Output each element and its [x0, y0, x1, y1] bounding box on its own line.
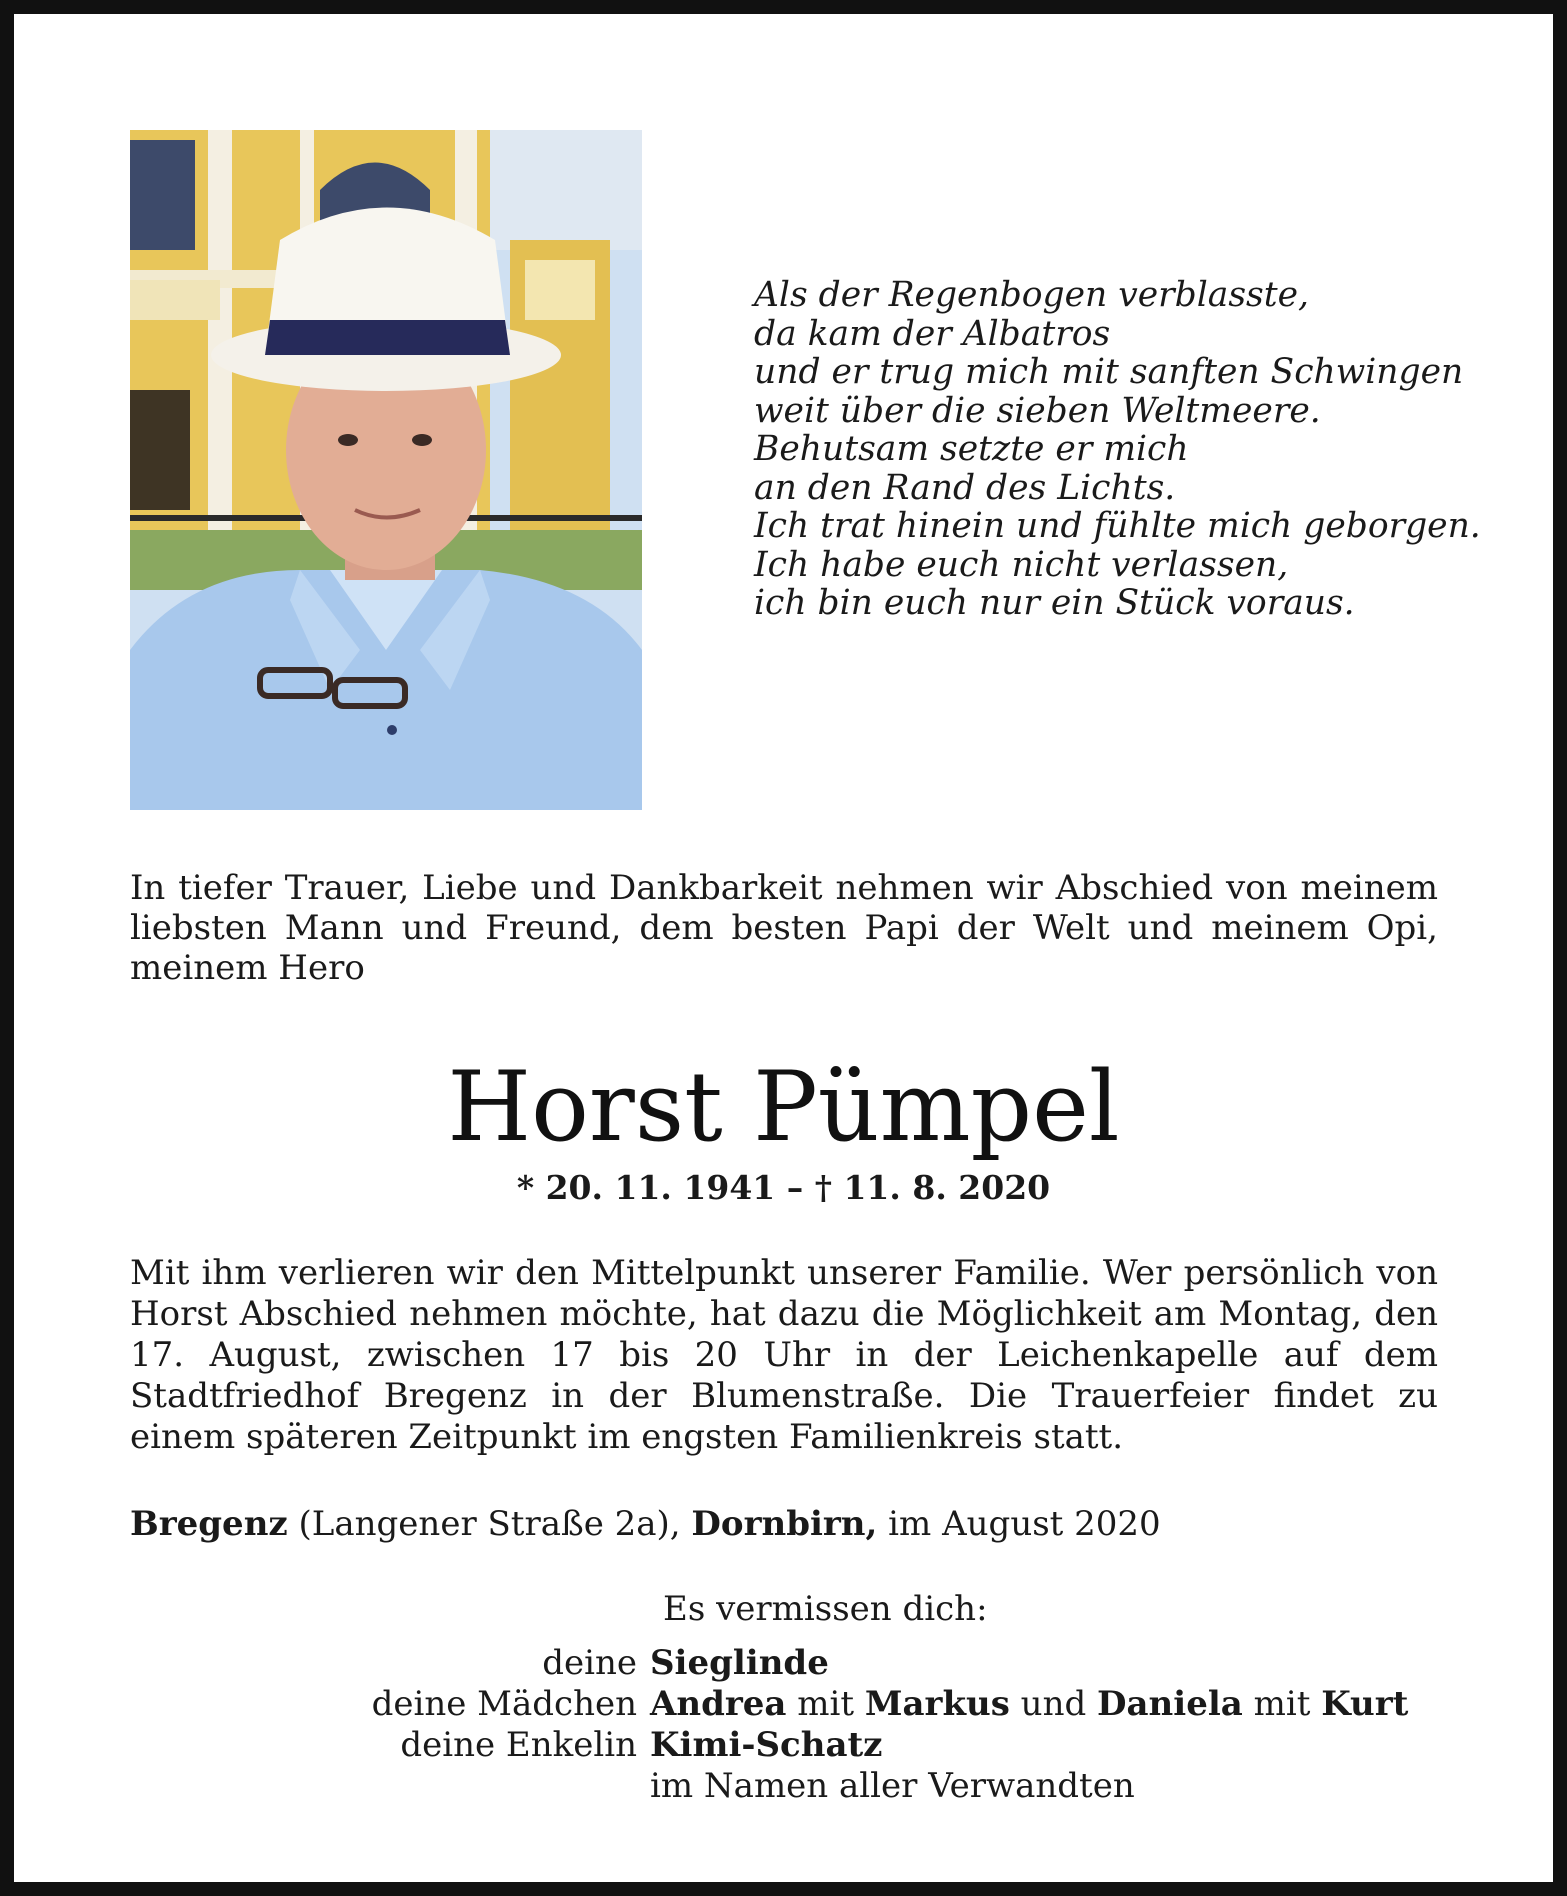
mourner-name: Markus — [864, 1684, 1010, 1724]
poem — [754, 275, 1481, 623]
mourner-row — [130, 1643, 1530, 1684]
place-city-1: Bregenz — [130, 1504, 288, 1544]
mourner-name: Kurt — [1321, 1684, 1409, 1724]
mourner-connector: und — [1009, 1684, 1098, 1724]
place-date: im August 2020 — [877, 1504, 1161, 1544]
mourners-heading: Es vermissen dich: — [663, 1589, 988, 1629]
mourner-name: Daniela — [1097, 1684, 1243, 1724]
poem-line: ich bin euch nur ein Stück voraus. — [754, 583, 1355, 623]
mourner-names — [650, 1643, 829, 1684]
mourner-names — [650, 1684, 1408, 1725]
poem-line: und er trug mich mit sanften Schwingen — [754, 352, 1464, 392]
mourner-connector: mit — [1242, 1684, 1322, 1724]
mourner-relation: deine Mädchen — [371, 1684, 637, 1724]
mourner-name: Sieglinde — [650, 1643, 829, 1683]
mourner-relation: deine — [542, 1643, 637, 1683]
mourner-row — [130, 1725, 1530, 1766]
mourner-row — [130, 1766, 1530, 1807]
place-and-date — [130, 1504, 1438, 1545]
portrait-illustration — [130, 130, 642, 810]
poem-line: Ich habe euch nicht verlassen, — [754, 544, 1289, 585]
intro-paragraph: In tiefer Trauer, Liebe und Dankbarkeit nehmen wir Abschied von meinem liebsten Mann und Freund, dem besten Papi der Welt und meinem Opi, meinem Hero — [130, 868, 1438, 988]
poem-line: Behutsam setzte er mich — [754, 429, 1189, 469]
poem-line: an den Rand des Lichts. — [754, 467, 1176, 508]
mourner-connector: mit — [786, 1684, 865, 1724]
portrait-photo — [130, 130, 642, 810]
mourner-names — [650, 1725, 883, 1766]
mourner-name: Kimi-Schatz — [650, 1725, 883, 1765]
life-dates: * 20. 11. 1941 – † 11. 8. 2020 — [516, 1168, 1051, 1207]
place-city-2: Dornbirn, — [691, 1504, 878, 1544]
poem-line: weit über die sieben Weltmeere. — [754, 390, 1321, 431]
poem-line: da kam der Albatros — [754, 313, 1111, 354]
mourner-relation — [130, 1766, 650, 1807]
body-paragraph: Mit ihm verlieren wir den Mittelpunkt unserer Familie. Wer persönlich von Horst Abschied nehmen möchte, hat dazu die Möglichkeit am Montag, den 17. August, zwischen 17 bis 20 Uhr in der Leichenkapelle auf dem Stadtfriedhof Bregenz in der Blumenstraße. Die Trauerfeier findet zu einem späteren Zeitpunkt im engsten Familienkreis statt. — [130, 1253, 1438, 1457]
mourners-list — [130, 1643, 1530, 1807]
poem-line: Ich trat hinein und fühlte mich geborgen. — [754, 506, 1481, 546]
place-address: (Langener Straße 2a), — [287, 1504, 692, 1544]
mourner-row — [130, 1684, 1530, 1725]
mourner-closing: im Namen aller Verwandten — [650, 1766, 1135, 1806]
mourner-name: Andrea — [650, 1684, 787, 1724]
deceased-name: Horst Pümpel — [447, 1051, 1120, 1163]
mourner-relation: deine Enkelin — [400, 1725, 637, 1765]
poem-line: Als der Regenbogen verblasste, — [754, 275, 1309, 315]
